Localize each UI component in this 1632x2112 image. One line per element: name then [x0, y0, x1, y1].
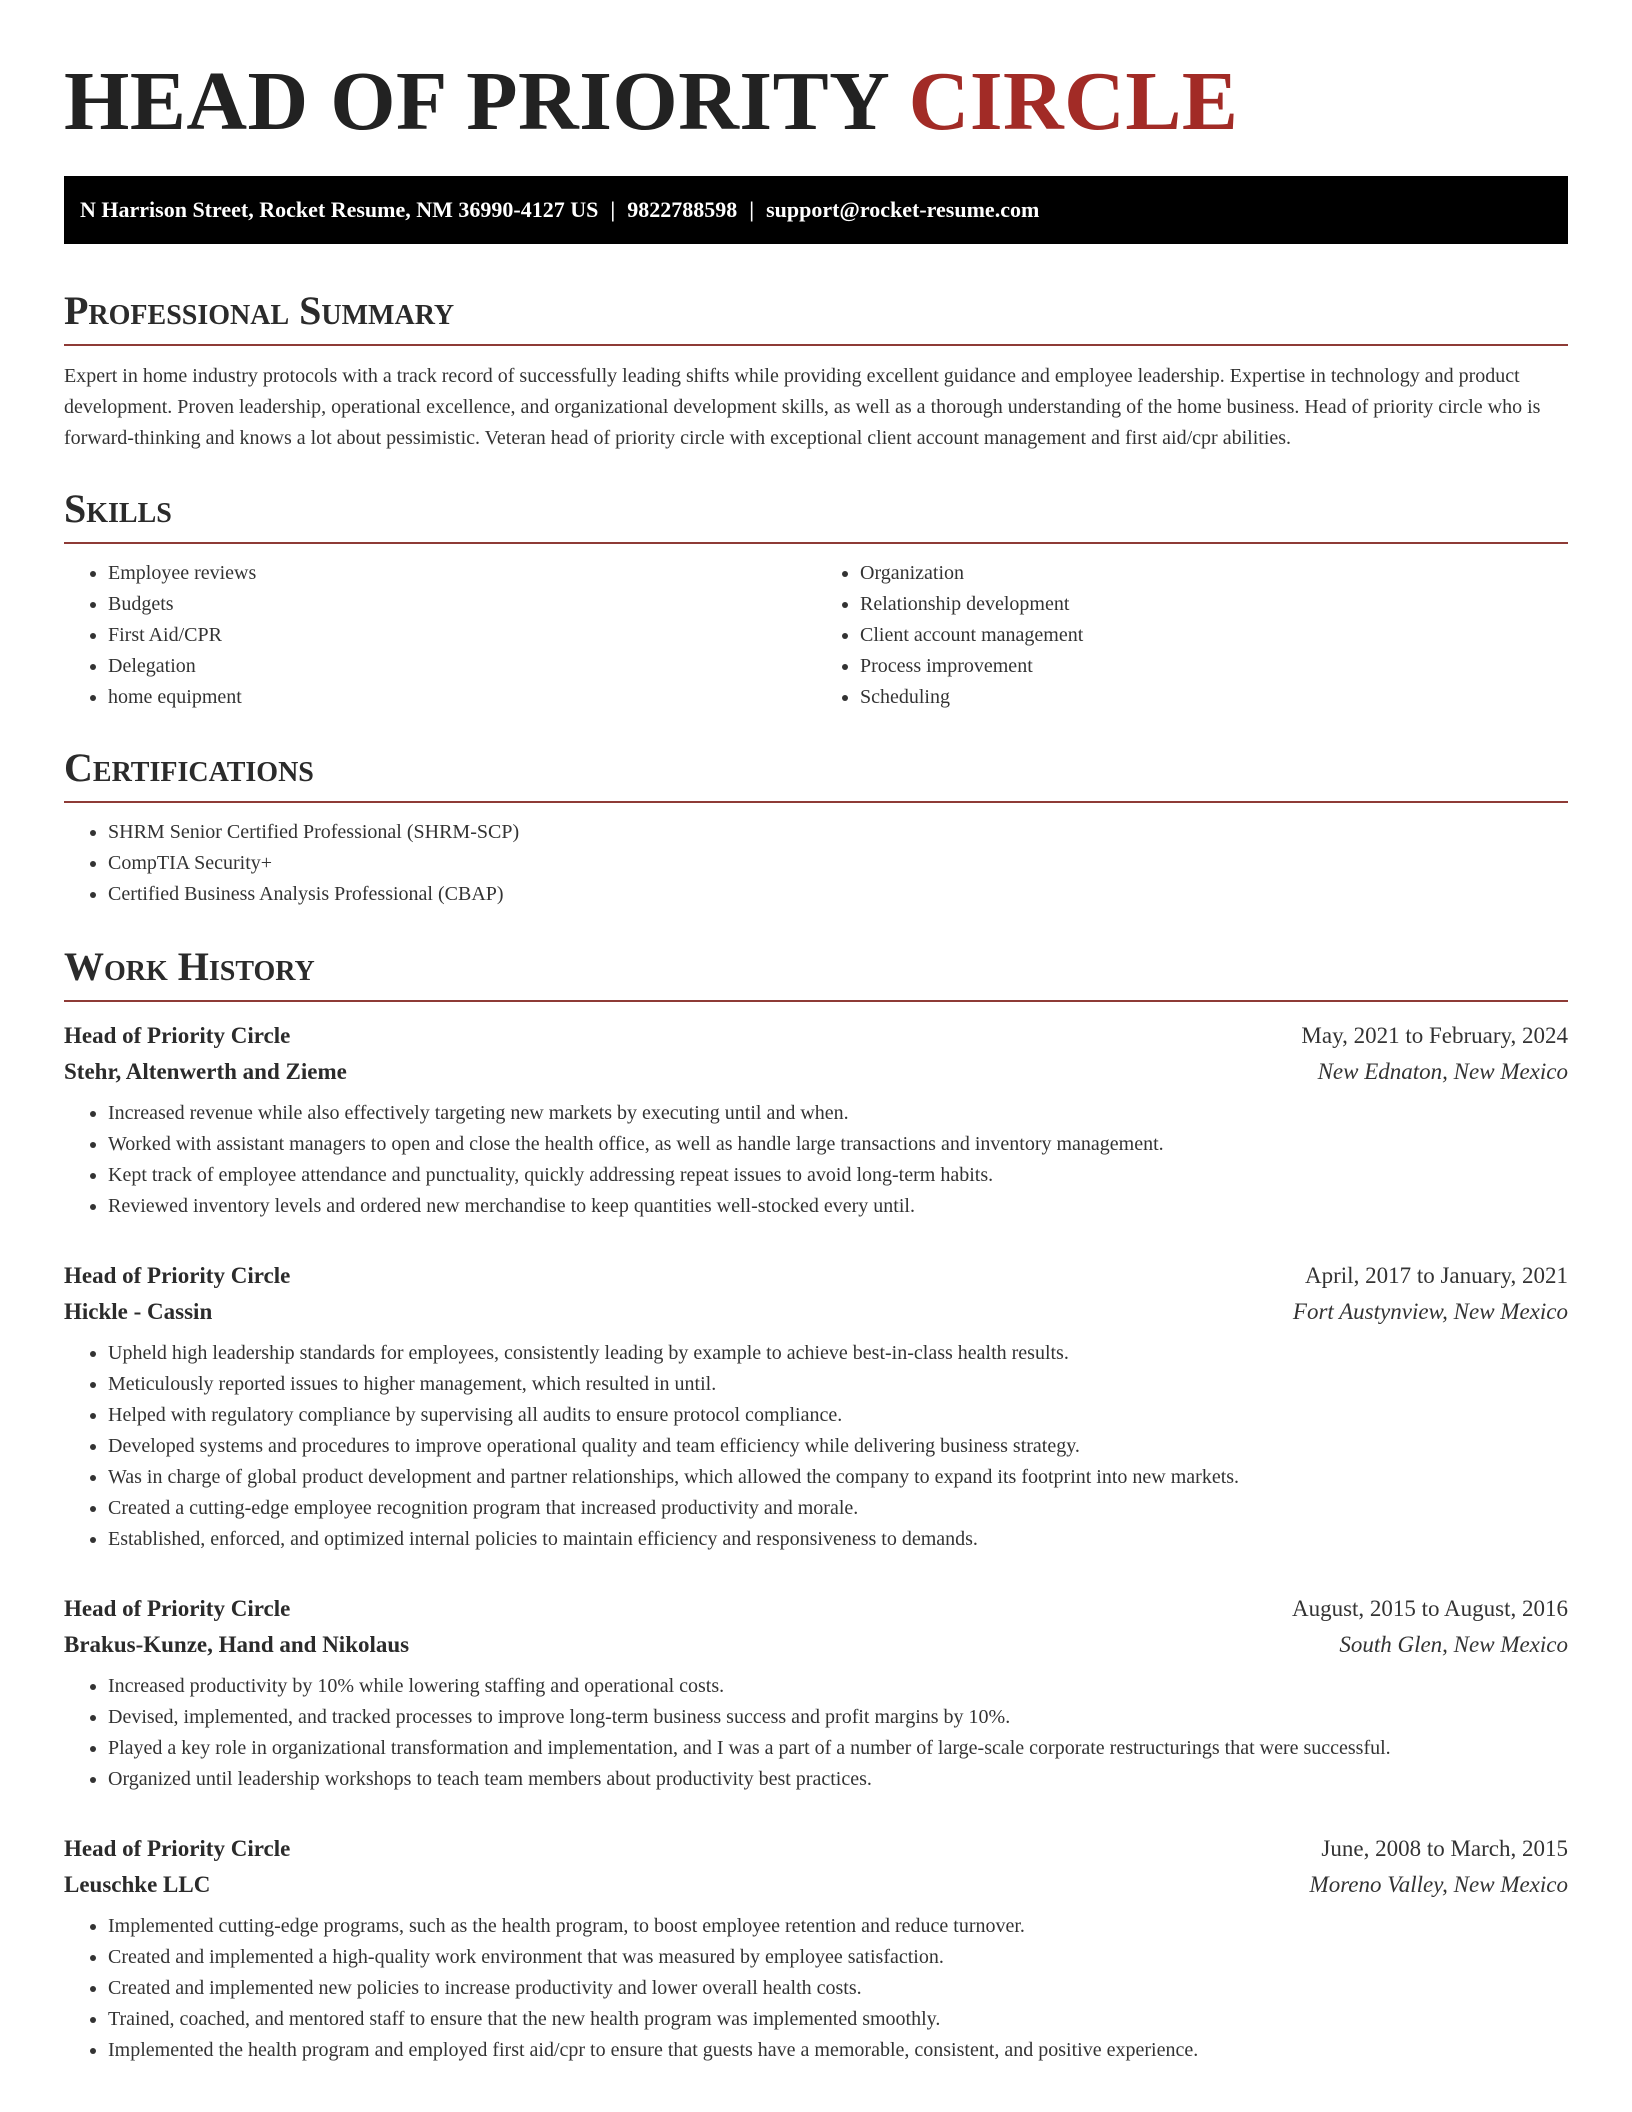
job-bullet: • Implemented cutting-edge programs, such as the health program, to boost employee retention and reduce turnover.: [108, 1911, 1568, 1942]
skill-item: • First Aid/CPR: [108, 620, 816, 651]
skills-list-right: [816, 558, 1568, 713]
job-company: Leuschke LLC: [64, 1872, 211, 1897]
job-bullet: • Meticulously reported issues to higher management, which resulted in until.: [108, 1369, 1568, 1400]
contact-address: N Harrison Street, Rocket Resume, NM 36990-4127 US: [80, 197, 599, 222]
summary-section: [64, 286, 1568, 454]
job-bullet: • Kept track of employee attendance and punctuality, quickly addressing repeat issues to avoid long-term habits.: [108, 1160, 1568, 1191]
job-company: Brakus-Kunze, Hand and Nikolaus: [64, 1632, 410, 1657]
job-bullets: [64, 1098, 1568, 1222]
job-bullet: • Worked with assistant managers to open and close the health office, as well as handle large transactions and inventory management.: [108, 1129, 1568, 1160]
job-bullet: • Developed systems and procedures to improve operational quality and team efficiency while delivering business strategy.: [108, 1431, 1568, 1462]
job-company: Stehr, Altenwerth and Zieme: [64, 1059, 347, 1084]
name-accent: CIRCLE: [908, 55, 1239, 148]
job-title: Head of Priority Circle: [64, 1836, 291, 1861]
job-bullets: [64, 1911, 1568, 2066]
job-bullet: • Increased revenue while also effectively targeting new markets by executing until and when.: [108, 1098, 1568, 1129]
job-subheader-row: [64, 1294, 1568, 1330]
job-dates: August, 2015 to August, 2016: [1291, 1596, 1568, 1621]
section-title-certifications: Certifications: [64, 743, 1568, 803]
certifications-list: [64, 817, 1568, 910]
work-history-section: [64, 942, 1568, 2066]
job-title: Head of Priority Circle: [64, 1263, 291, 1288]
section-title-summary: Professional Summary: [64, 286, 1568, 346]
job-bullet: • Increased productivity by 10% while lowering staffing and operational costs.: [108, 1671, 1568, 1702]
section-title-work-history: Work History: [64, 942, 1568, 1002]
job-location: South Glen, New Mexico: [1339, 1632, 1568, 1657]
summary-text: Expert in home industry protocols with a track record of successfully leading shifts while providing excellent guidance and employee leadership. Expertise in technology and product development. Proven leadership, operational excellence, and organizational development skills, as well as a thorough understanding of the home business. Head of priority circle who is forward-thinking and knows a lot about pessimistic. Veteran head of priority circle with exceptional client account management and first aid/cpr abilities.: [64, 365, 1541, 449]
job-bullet: • Played a key role in organizational transformation and implementation, and I was a part of a number of large-scale corporate restructurings that were successful.: [108, 1733, 1568, 1764]
job-entry: [64, 1018, 1568, 1222]
skills-section: [64, 484, 1568, 713]
job-dates: April, 2017 to January, 2021: [1305, 1263, 1568, 1288]
skill-item: • Delegation: [108, 651, 816, 682]
job-bullet: • Helped with regulatory compliance by supervising all audits to ensure protocol compliance.: [108, 1400, 1568, 1431]
job-bullets: [64, 1671, 1568, 1795]
job-header-row: [64, 1258, 1568, 1294]
job-bullet: • Created a cutting-edge employee recognition program that increased productivity and morale.: [108, 1493, 1568, 1524]
certification-item: • CompTIA Security+: [108, 848, 1568, 879]
skill-item: • Scheduling: [860, 682, 1568, 713]
job-bullet: • Created and implemented new policies to increase productivity and lower overall health costs.: [108, 1973, 1568, 2004]
job-location: Fort Austynview, New Mexico: [1292, 1299, 1568, 1324]
job-dates: May, 2021 to February, 2024: [1301, 1023, 1568, 1048]
contact-bar: [64, 176, 1568, 244]
job-bullet: • Established, enforced, and optimized internal policies to maintain efficiency and responsiveness to demands.: [108, 1524, 1568, 1555]
contact-phone: 9822788598: [627, 197, 738, 222]
job-location: New Ednaton, New Mexico: [1317, 1059, 1568, 1084]
job-subheader-row: [64, 1054, 1568, 1090]
skill-item: • Client account management: [860, 620, 1568, 651]
job-location: Moreno Valley, New Mexico: [1309, 1872, 1568, 1897]
job-title: Head of Priority Circle: [64, 1596, 291, 1621]
certifications-section: [64, 743, 1568, 910]
job-bullet: • Reviewed inventory levels and ordered new merchandise to keep quantities well-stocked every until.: [108, 1191, 1568, 1222]
certification-item: • Certified Business Analysis Professional (CBAP): [108, 879, 1568, 910]
job-subheader-row: [64, 1627, 1568, 1663]
job-bullet: • Devised, implemented, and tracked processes to improve long-term business success and profit margins by 10%.: [108, 1702, 1568, 1733]
job-bullet: • Trained, coached, and mentored staff to ensure that the new health program was implemented smoothly.: [108, 2004, 1568, 2035]
section-title-skills: Skills: [64, 484, 1568, 544]
skill-item: • Process improvement: [860, 651, 1568, 682]
job-entry: [64, 1591, 1568, 1795]
job-header-row: [64, 1831, 1568, 1867]
job-subheader-row: [64, 1867, 1568, 1903]
contact-separator: |: [610, 197, 616, 222]
job-bullet: • Was in charge of global product development and partner relationships, which allowed the company to expand its footprint into new markets.: [108, 1462, 1568, 1493]
skill-item: • home equipment: [108, 682, 816, 713]
job-bullet: • Upheld high leadership standards for employees, consistently leading by example to achieve best-in-class health results.: [108, 1338, 1568, 1369]
skill-item: • Relationship development: [860, 589, 1568, 620]
skills-grid: [64, 544, 1568, 713]
job-bullet: • Organized until leadership workshops to teach team members about productivity best practices.: [108, 1764, 1568, 1795]
job-entry: [64, 1831, 1568, 2066]
skill-item: • Budgets: [108, 589, 816, 620]
contact-email: support@rocket-resume.com: [766, 197, 1040, 222]
skills-list-left: [64, 558, 816, 713]
contact-separator: |: [749, 197, 755, 222]
job-dates: June, 2008 to March, 2015: [1321, 1836, 1568, 1861]
name-primary: HEAD OF PRIORITY: [64, 55, 888, 148]
job-bullets: [64, 1338, 1568, 1555]
resume-name: [64, 52, 1568, 152]
skill-item: • Employee reviews: [108, 558, 816, 589]
job-header-row: [64, 1018, 1568, 1054]
job-bullet: • Created and implemented a high-quality work environment that was measured by employee satisfaction.: [108, 1942, 1568, 1973]
job-title: Head of Priority Circle: [64, 1023, 291, 1048]
job-entry: [64, 1258, 1568, 1555]
job-company: Hickle - Cassin: [64, 1299, 213, 1324]
job-header-row: [64, 1591, 1568, 1627]
job-bullet: • Implemented the health program and employed first aid/cpr to ensure that guests have a memorable, consistent, and positive experience.: [108, 2035, 1568, 2066]
skill-item: • Organization: [860, 558, 1568, 589]
certification-item: • SHRM Senior Certified Professional (SHRM-SCP): [108, 817, 1568, 848]
